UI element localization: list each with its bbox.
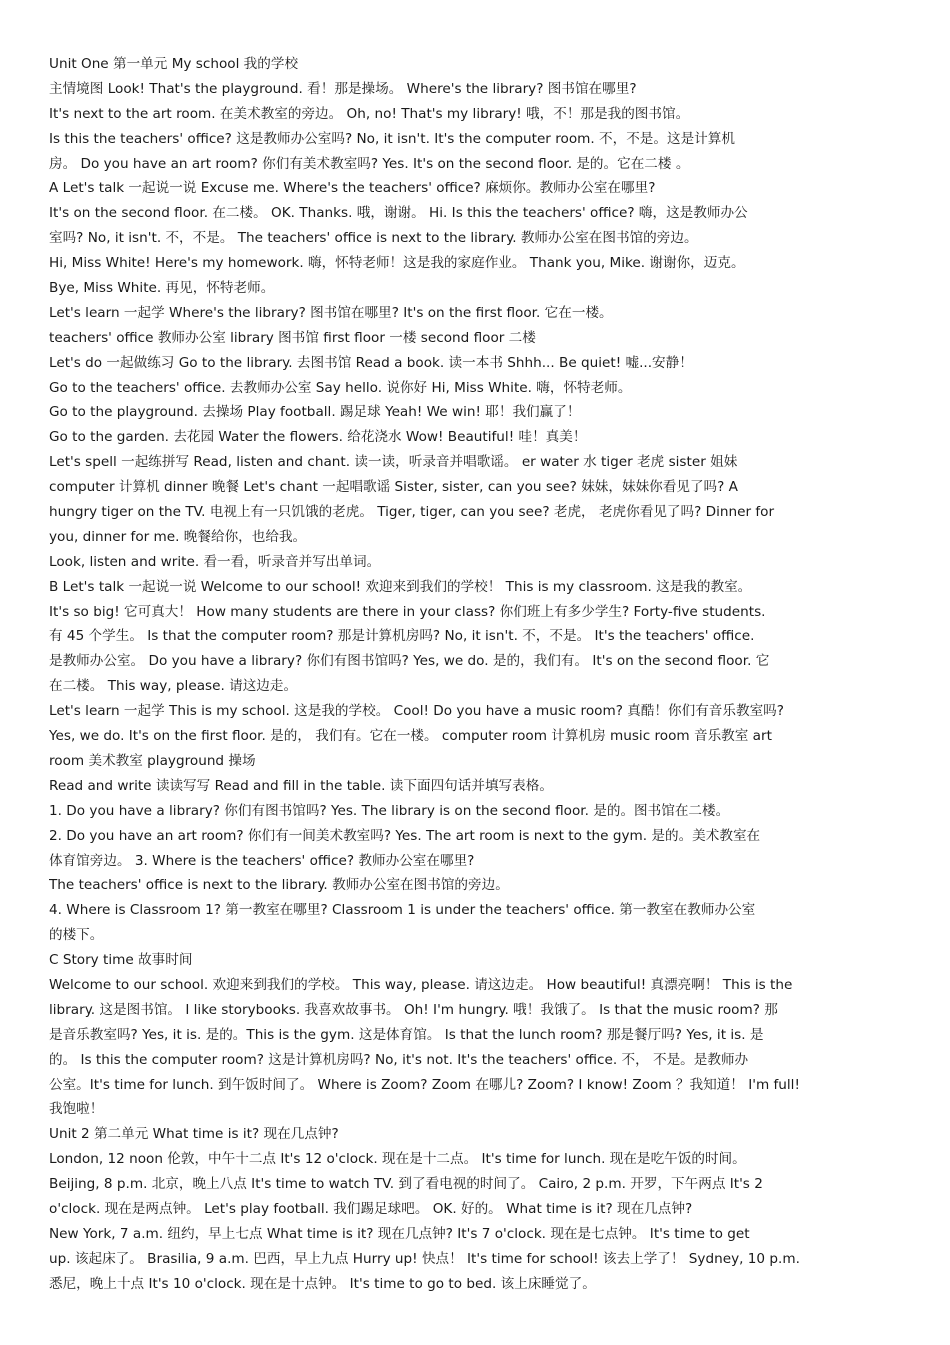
section-lets-learn: Let's learn 一起学 Where's the library? 图书馆在哪里? It's on the first floor. 它在一楼。	[49, 304, 613, 321]
text-line: 的楼下。	[49, 927, 104, 944]
section-lets-do: Let's do 一起做练习 Go to the library. 去图书馆 Read a book. 读一本书 Shhh... Be quiet! 嘘...安静！	[49, 354, 693, 371]
text-line: Go to the playground. 去操场 Play football. 踢足球 Yeah! We win! 耶！我们赢了！	[49, 404, 581, 421]
text-line: room 美术教室 playground 操场	[49, 752, 256, 769]
text-line: Welcome to our school. 欢迎来到我们的学校。 This way, please. 请这边走。 How beautiful! 真漂亮啊！ This is the	[49, 976, 793, 993]
section-c-story-time: C Story time 故事时间	[49, 952, 193, 969]
text-line: 有 45 个学生。 Is that the computer room? 那是计算机房吗? No, it isn't. 不，不是。 It's the teachers' office.	[49, 628, 755, 645]
text-line: 室吗? No, it isn't. 不，不是。 The teachers' office is next to the library. 教师办公室在图书馆的旁边。	[49, 230, 698, 247]
text-line: 1. Do you have a library? 你们有图书馆吗? Yes. The library is on the second floor. 是的。图书馆在二楼。	[49, 802, 730, 819]
text-line: Hi, Miss White! Here's my homework. 嗨，怀特老师！这是我的家庭作业。 Thank you, Mike. 谢谢你，迈克。	[49, 255, 745, 272]
unit1-heading: Unit One 第一单元 My school 我的学校	[49, 56, 299, 72]
text-line: hungry tiger on the TV. 电视上有一只饥饿的老虎。 Tiger, tiger, can you see? 老虎， 老虎你看见了吗? Dinner for	[49, 504, 775, 521]
text-line: London, 12 noon 伦敦，中午十二点 It's 12 o'clock. 现在是十二点。 It's time for lunch. 现在是吃午饭的时间。	[49, 1151, 746, 1168]
section-b-lets-learn: Let's learn 一起学 This is my school. 这是我的学校。 Cool! Do you have a music room? 真酷！你们有音乐教室吗?	[49, 703, 784, 720]
text-line: 房。 Do you have an art room? 你们有美术教室吗? Yes. It's on the second floor. 是的。它在二楼 。	[49, 155, 690, 172]
text-line: Beijing, 8 p.m. 北京，晚上八点 It's time to watch TV. 到了看电视的时间了。 Cairo, 2 p.m. 开罗，下午两点 It's 2	[49, 1176, 763, 1193]
text-line: 主情境图 Look! That's the playground. 看！那是操场。 Where's the library? 图书馆在哪里?	[49, 80, 637, 97]
text-line: Bye, Miss White. 再见，怀特老师。	[49, 280, 275, 297]
text-line: Yes, we do. It's on the first floor. 是的， 我们有。它在一楼。 computer room 计算机房 music room 音乐教室 art	[49, 728, 772, 745]
section-read-and-write: Read and write 读读写写 Read and fill in the table. 读下面四句话并填写表格。	[49, 777, 553, 794]
text-line: Is this the teachers' office? 这是教师办公室吗? No, it isn't. It's the computer room. 不，不是。这是计算机	[49, 130, 735, 147]
text-line: o'clock. 现在是两点钟。 Let's play football. 我们踢足球吧。 OK. 好的。 What time is it? 现在几点钟?	[49, 1200, 693, 1217]
text-line: 2. Do you have an art room? 你们有一间美术教室吗? Yes. The art room is next to the gym. 是的。美术教室在	[49, 827, 761, 844]
text-line: up. 该起床了。 Brasilia, 9 a.m. 巴西，早上九点 Hurry up! 快点！ It's time for school! 该去上学了！ Sydney, 10 p.m.	[49, 1250, 800, 1267]
text-line: 4. Where is Classroom 1? 第一教室在哪里? Classroom 1 is under the teachers' office. 第一教室在教师办公室	[49, 902, 756, 919]
text-line: It's next to the art room. 在美术教室的旁边。 Oh, no! That's my library! 哦，不！那是我的图书馆。	[49, 105, 690, 122]
text-line: Go to the garden. 去花园 Water the flowers. 给花浇水 Wow! Beautiful! 哇！真美！	[49, 429, 587, 446]
text-line: 公室。It's time for lunch. 到午饭时间了。 Where is Zoom? Zoom 在哪儿? Zoom? I know! Zoom ？我知道！ I'm full!	[49, 1076, 800, 1093]
text-line: 悉尼，晚上十点 It's 10 o'clock. 现在是十点钟。 It's time to go to bed. 该上床睡觉了。	[49, 1275, 596, 1292]
text-line: It's so big! 它可真大！ How many students are there in your class? 你们班上有多少学生? Forty-five students.	[49, 603, 766, 620]
text-line: library. 这是图书馆。 I like storybooks. 我喜欢故事书。 Oh! I'm hungry. 哦！我饿了。 Is that the music room? 那	[49, 1001, 778, 1018]
text-line: Go to the teachers' office. 去教师办公室 Say hello. 说你好 Hi, Miss White. 嗨，怀特老师。	[49, 379, 632, 396]
text-line: 是教师办公室。 Do you have a library? 你们有图书馆吗? Yes, we do. 是的，我们有。 It's on the second floor. 它	[49, 653, 770, 670]
text-line: 体育馆旁边。 3. Where is the teachers' office? 教师办公室在哪里?	[49, 852, 475, 869]
text-line: Look, listen and write. 看一看，听录音并写出单词。	[49, 553, 381, 570]
text-line: computer 计算机 dinner 晚餐 Let's chant 一起唱歌谣 Sister, sister, can you see? 妹妹，妹妹你看见了吗? A	[49, 479, 738, 496]
text-line: New York, 7 a.m. 纽约，早上七点 What time is it? 现在几点钟? It's 7 o'clock. 现在是七点钟。 It's time to get	[49, 1225, 750, 1242]
text-line: 我饱啦！	[49, 1101, 104, 1118]
text-line: you, dinner for me. 晚餐给你，也给我。	[49, 528, 307, 545]
text-line: It's on the second floor. 在二楼。 OK. Thanks. 哦，谢谢。 Hi. Is this the teachers' office? 嗨，这是教师办公	[49, 205, 748, 222]
text-line: 在二楼。 This way, please. 请这边走。	[49, 678, 298, 695]
section-a-lets-talk: A Let's talk 一起说一说 Excuse me. Where's the teachers' office? 麻烦你。教师办公室在哪里?	[49, 180, 656, 197]
text-line: teachers' office 教师办公室 library 图书馆 first floor 一楼 second floor 二楼	[49, 329, 536, 346]
section-b-lets-talk: B Let's talk 一起说一说 Welcome to our school! 欢迎来到我们的学校！ This is my classroom. 这是我的教室。	[49, 578, 752, 595]
text-line: The teachers' office is next to the library. 教师办公室在图书馆的旁边。	[49, 877, 509, 894]
unit2-heading: Unit 2 第二单元 What time is it? 现在几点钟?	[49, 1126, 339, 1143]
section-lets-spell: Let's spell 一起练拼写 Read, listen and chant. 读一读，听录音并唱歌谣。 er water 水 tiger 老虎 sister 姐妹	[49, 454, 738, 471]
text-line: 的。 Is this the computer room? 这是计算机房吗? No, it's not. It's the teachers' office. 不， 不是。是教师办	[49, 1051, 749, 1068]
text-line: 是音乐教室吗? Yes, it is. 是的。This is the gym. 这是体育馆。 Is that the lunch room? 那是餐厅吗? Yes, it is. 是	[49, 1026, 764, 1043]
